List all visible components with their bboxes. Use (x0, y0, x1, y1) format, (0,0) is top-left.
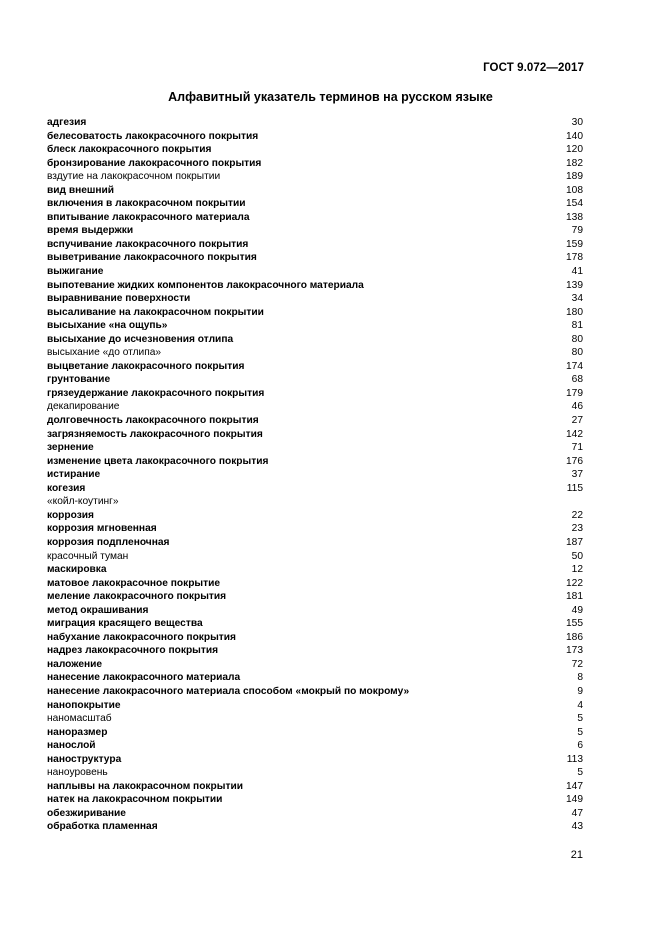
index-page-ref: 71 (571, 442, 583, 454)
index-entry (47, 590, 583, 604)
index-page-ref: 173 (566, 645, 583, 657)
index-term: миграция красящего вещества (47, 618, 203, 630)
index-term: декапирование (47, 401, 120, 413)
index-page-ref: 108 (566, 184, 583, 196)
standard-code: ГОСТ 9.072—2017 (483, 62, 584, 74)
index-entry (47, 807, 583, 821)
index-page-ref: 68 (571, 374, 583, 386)
index-page-ref: 176 (566, 455, 583, 467)
index-term: истирание (47, 469, 101, 481)
index-page-ref: 154 (566, 198, 583, 210)
index-page-ref: 8 (577, 672, 583, 684)
index-term: коррозия мгновенная (47, 523, 157, 535)
index-term: наноразмер (47, 726, 108, 738)
index-page-ref: 174 (566, 360, 583, 372)
index-term: высыхание «до отлипа» (47, 347, 162, 359)
index-page-ref: 182 (566, 157, 583, 169)
index-page-ref: 72 (571, 658, 583, 670)
index-page-ref: 5 (577, 713, 583, 725)
index-page-ref: 41 (571, 266, 583, 278)
index-term: выравнивание поверхности (47, 293, 191, 305)
index-term: нанопокрытие (47, 699, 121, 711)
index-entry (47, 522, 583, 536)
index-entry (47, 726, 583, 740)
index-entry (47, 265, 583, 279)
index-entry (47, 360, 583, 374)
index-term: вздутие на лакокрасочном покрытии (47, 171, 221, 183)
index-page-ref: 4 (577, 699, 583, 711)
index-entry (47, 550, 583, 564)
page-number: 21 (570, 849, 583, 861)
index-term: время выдержки (47, 225, 134, 237)
index-entry (47, 468, 583, 482)
index-page-ref: 79 (571, 225, 583, 237)
index-page-ref: 46 (571, 401, 583, 413)
index-entry (47, 184, 583, 198)
index-entry (47, 604, 583, 618)
index-page-ref: 149 (566, 794, 583, 806)
index-page-ref: 43 (571, 821, 583, 833)
index-term: коррозия (47, 509, 94, 521)
index-page-ref: 22 (571, 509, 583, 521)
index-term: нанослой (47, 740, 96, 752)
index-term: нанесение лакокрасочного материала (47, 672, 241, 684)
index-entry (47, 143, 583, 157)
index-entry (47, 441, 583, 455)
index-term: вспучивание лакокрасочного покрытия (47, 238, 249, 250)
index-page-ref: 23 (571, 523, 583, 535)
index-term: адгезия (47, 117, 87, 128)
index-entry (47, 563, 583, 577)
index-entry (47, 509, 583, 523)
index-term: включения в лакокрасочном покрытии (47, 198, 246, 210)
index-term: выцветание лакокрасочного покрытия (47, 360, 245, 372)
index-page-ref: 187 (566, 536, 583, 548)
index-page-ref: 34 (571, 293, 583, 305)
index-entry (47, 279, 583, 293)
index-term: выжигание (47, 266, 104, 278)
index-page-ref: 80 (571, 333, 583, 345)
term-index-list (47, 116, 583, 834)
index-page-ref: 147 (566, 780, 583, 792)
index-page-ref: 6 (577, 740, 583, 752)
index-term: загрязняемость лакокрасочного покрытия (47, 428, 263, 440)
index-page-ref: 47 (571, 807, 583, 819)
index-entry (47, 644, 583, 658)
index-page-ref: 142 (566, 428, 583, 440)
index-term: впитывание лакокрасочного материала (47, 211, 250, 223)
index-page-ref: 178 (566, 252, 583, 264)
index-entry (47, 197, 583, 211)
index-entry (47, 739, 583, 753)
index-entry (47, 820, 583, 834)
index-term: наплывы на лакокрасочном покрытии (47, 780, 243, 792)
index-page-ref: 12 (571, 564, 583, 576)
index-page-ref: 140 (566, 130, 583, 142)
index-term: маскировка (47, 564, 107, 576)
index-term: надрез лакокрасочного покрытия (47, 645, 219, 657)
index-page-ref: 115 (566, 482, 583, 494)
index-term: блеск лакокрасочного покрытия (47, 144, 212, 156)
index-entry (47, 793, 583, 807)
index-entry (47, 428, 583, 442)
index-page-ref: 159 (566, 238, 583, 250)
index-entry (47, 699, 583, 713)
index-entry (47, 455, 583, 469)
index-page-ref: 37 (571, 469, 583, 481)
index-term: матовое лакокрасочное покрытие (47, 577, 221, 589)
index-term: грязеудержание лакокрасочного покрытия (47, 387, 265, 399)
index-entry (47, 170, 583, 184)
index-entry (47, 157, 583, 171)
index-title: Алфавитный указатель терминов на русском языке (168, 90, 493, 104)
index-term: грунтование (47, 374, 111, 386)
index-term: выпотевание жидких компонентов лакокрасочного материала (47, 279, 364, 291)
index-term: обработка пламенная (47, 821, 158, 833)
index-page-ref: 186 (566, 631, 583, 643)
index-term: высыхание «на ощупь» (47, 320, 168, 332)
index-page-ref: 179 (566, 387, 583, 399)
index-entry (47, 495, 583, 509)
index-entry (47, 130, 583, 144)
index-page-ref: 180 (566, 306, 583, 318)
index-entry (47, 346, 583, 360)
index-entry (47, 753, 583, 767)
index-term: наложение (47, 658, 103, 670)
index-term: выветривание лакокрасочного покрытия (47, 252, 257, 264)
index-entry (47, 685, 583, 699)
index-page-ref: 50 (571, 550, 583, 562)
index-page-ref: 138 (566, 211, 583, 223)
index-term: наноструктура (47, 753, 122, 765)
index-entry (47, 482, 583, 496)
index-entry (47, 116, 583, 130)
index-term: зернение (47, 442, 94, 454)
index-term: красочный туман (47, 550, 129, 562)
index-page-ref: 5 (577, 767, 583, 779)
index-page-ref: 5 (577, 726, 583, 738)
index-page-ref: 27 (571, 415, 583, 427)
index-term: обезжиривание (47, 807, 126, 819)
index-page-ref: 81 (571, 320, 583, 332)
index-page-ref: 189 (566, 171, 583, 183)
index-entry (47, 414, 583, 428)
index-page-ref: 120 (566, 144, 583, 156)
index-term: вид внешний (47, 184, 115, 196)
index-page-ref: 49 (571, 604, 583, 616)
index-page-ref: 113 (566, 753, 583, 765)
index-term: высаливание на лакокрасочном покрытии (47, 306, 264, 318)
index-term: набухание лакокрасочного покрытия (47, 631, 237, 643)
index-entry (47, 306, 583, 320)
index-term: наномасштаб (47, 713, 112, 725)
index-term: бронзирование лакокрасочного покрытия (47, 157, 262, 169)
index-entry (47, 319, 583, 333)
index-entry (47, 387, 583, 401)
index-page-ref: 181 (566, 591, 583, 603)
index-term: меление лакокрасочного покрытия (47, 591, 227, 603)
index-entry (47, 631, 583, 645)
index-term: долговечность лакокрасочного покрытия (47, 415, 259, 427)
index-entry (47, 292, 583, 306)
index-term: нанесение лакокрасочного материала способом «мокрый по мокрому» (47, 685, 410, 697)
index-page-ref: 155 (566, 618, 583, 630)
index-term: когезия (47, 482, 86, 494)
index-page-ref: 30 (571, 117, 583, 128)
index-entry (47, 617, 583, 631)
index-entry (47, 780, 583, 794)
index-page-ref: 139 (566, 279, 583, 291)
index-term: высыхание до исчезновения отлипа (47, 333, 234, 345)
index-term: «койл-коутинг» (47, 496, 119, 508)
index-entry (47, 333, 583, 347)
index-entry (47, 211, 583, 225)
index-entry (47, 224, 583, 238)
index-page-ref: 122 (566, 577, 583, 589)
index-entry (47, 658, 583, 672)
index-term: натек на лакокрасочном покрытии (47, 794, 223, 806)
index-term: белесоватость лакокрасочного покрытия (47, 130, 259, 142)
index-term: метод окрашивания (47, 604, 149, 616)
index-entry (47, 400, 583, 414)
index-entry (47, 373, 583, 387)
index-term: наноуровень (47, 767, 108, 779)
index-entry (47, 712, 583, 726)
index-entry (47, 251, 583, 265)
index-entry (47, 536, 583, 550)
index-entry (47, 766, 583, 780)
index-term: изменение цвета лакокрасочного покрытия (47, 455, 269, 467)
index-entry (47, 238, 583, 252)
index-entry (47, 577, 583, 591)
index-entry (47, 671, 583, 685)
index-term: коррозия подпленочная (47, 536, 170, 548)
index-page-ref: 80 (571, 347, 583, 359)
index-page-ref: 9 (577, 685, 583, 697)
